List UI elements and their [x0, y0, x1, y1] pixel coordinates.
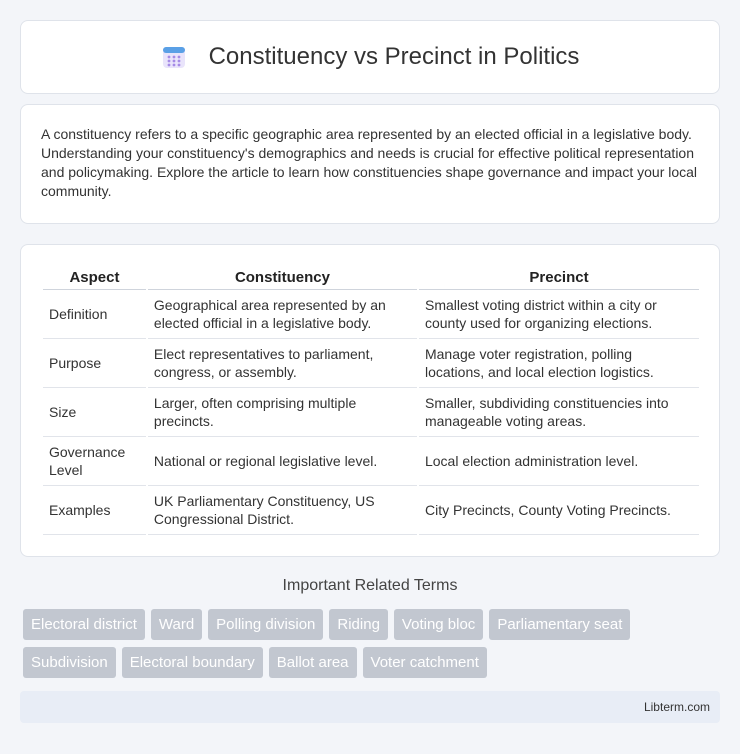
table-row	[43, 339, 699, 388]
tag-voter-catchment[interactable]: Voter catchment	[363, 647, 487, 678]
row-constituency: UK Parliamentary Constituency, US Congressional District.	[148, 486, 417, 535]
tag-subdivision[interactable]: Subdivision	[23, 647, 116, 678]
tag-row	[23, 609, 723, 640]
row-aspect: Definition	[43, 290, 146, 339]
page-title: Constituency vs Precinct in Politics	[208, 43, 580, 70]
table-row	[43, 388, 699, 437]
row-constituency: Larger, often comprising multiple precincts.	[148, 388, 417, 437]
row-precinct: Manage voter registration, polling locations, and local election logistics.	[419, 339, 699, 388]
intro-card	[20, 104, 720, 224]
tag-electoral-district[interactable]: Electoral district	[23, 609, 145, 640]
row-precinct: Smaller, subdividing constituencies into manageable voting areas.	[419, 388, 699, 437]
tag-ward[interactable]: Ward	[151, 609, 202, 640]
footer	[20, 691, 720, 723]
footer-site-link[interactable]: Libterm.com	[643, 700, 710, 714]
tag-riding[interactable]: Riding	[329, 609, 388, 640]
column-header-constituency: Constituency	[148, 265, 417, 290]
tag-row	[23, 647, 723, 678]
row-precinct: City Precincts, County Voting Precincts.	[419, 486, 699, 535]
row-aspect: Size	[43, 388, 146, 437]
table-row	[43, 290, 699, 339]
row-aspect: Governance Level	[43, 437, 146, 486]
related-terms-heading: Important Related Terms	[282, 577, 458, 594]
row-precinct: Smallest voting district within a city or county used for organizing elections.	[419, 290, 699, 339]
tag-parliamentary-seat[interactable]: Parliamentary seat	[489, 609, 630, 640]
calendar-icon	[161, 44, 187, 70]
row-aspect: Purpose	[43, 339, 146, 388]
table-row	[43, 437, 699, 486]
column-header-precinct: Precinct	[419, 265, 699, 290]
column-header-aspect: Aspect	[43, 265, 146, 290]
row-constituency: Elect representatives to parliament, congress, or assembly.	[148, 339, 417, 388]
tag-electoral-boundary[interactable]: Electoral boundary	[122, 647, 263, 678]
tag-polling-division[interactable]: Polling division	[208, 609, 323, 640]
row-precinct: Local election administration level.	[419, 437, 699, 486]
table-header-row	[43, 265, 699, 290]
comparison-card	[20, 244, 720, 557]
title-card	[20, 20, 720, 94]
related-terms	[23, 609, 723, 685]
tag-ballot-area[interactable]: Ballot area	[269, 647, 357, 678]
tag-voting-bloc[interactable]: Voting bloc	[394, 609, 483, 640]
row-aspect: Examples	[43, 486, 146, 535]
intro-text: A constituency refers to a specific geographic area represented by an elected official in a legislative body. Understanding your constituency's demographics and needs is crucial for effective political representation and policymaking. Explore the article to learn how constituencies shape governance and impact your local community.	[41, 126, 698, 199]
row-constituency: National or regional legislative level.	[148, 437, 417, 486]
comparison-table	[41, 265, 701, 535]
table-row	[43, 486, 699, 535]
row-constituency: Geographical area represented by an elected official in a legislative body.	[148, 290, 417, 339]
